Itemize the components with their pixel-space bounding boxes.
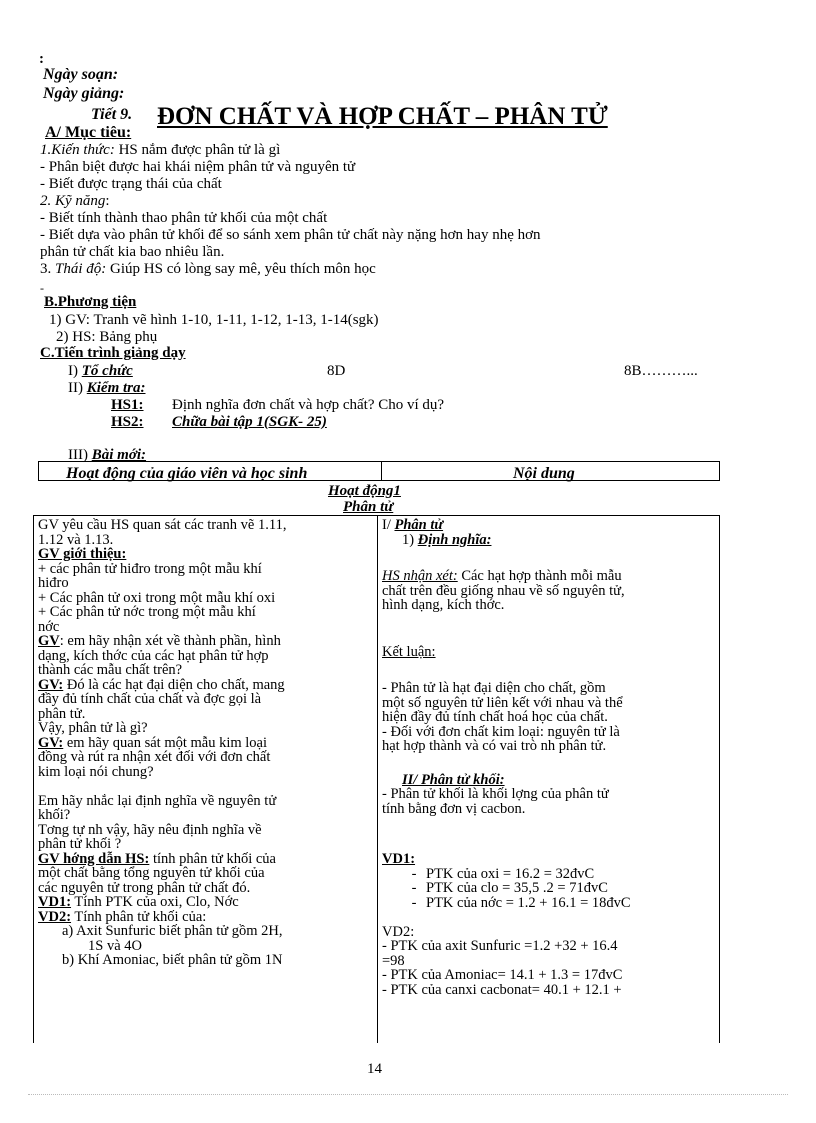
lesson-number: Tiết 9. bbox=[91, 106, 133, 123]
left-line: đầy đủ tính chất của chất và đợc gọi là bbox=[38, 691, 262, 707]
right-line: =98 bbox=[382, 952, 405, 969]
content-table-divider bbox=[377, 515, 378, 1043]
right-text: I/ bbox=[382, 517, 395, 533]
left-line bbox=[38, 634, 374, 649]
left-line: a) Axit Sunfuric biết phân tử gồm 2H, bbox=[62, 923, 283, 939]
activity-title: Hoạt động1 bbox=[328, 483, 401, 499]
left-line: nớc bbox=[38, 618, 60, 635]
left-line: một chất bằng tổng nguyên tử khối của bbox=[38, 865, 265, 881]
left-spacer bbox=[38, 779, 374, 794]
student-note-label: HS nhận xét: bbox=[382, 568, 458, 584]
organize-line bbox=[68, 364, 133, 379]
right-line: chất trên đều giống nhau về số nguyên tử, bbox=[382, 582, 625, 599]
content-column bbox=[382, 518, 716, 997]
attitude-label: Thái độ: bbox=[55, 261, 107, 277]
molecular-mass-heading: II/ Phân tử khối: bbox=[402, 771, 505, 788]
right-line: hạt hợp thành và có vai trò nh phân tử. bbox=[382, 738, 607, 754]
skills-item: phân tử chất kia bao nhiêu lần. bbox=[40, 244, 225, 260]
skills-item: - Biết tính thành thao phân tử khối của một chất bbox=[40, 210, 328, 226]
left-text: Tính PTK của oxi, Clo, Nớc bbox=[71, 894, 239, 910]
attitude-line bbox=[40, 262, 376, 277]
left-line: hiđro bbox=[38, 575, 69, 591]
right-line: - PTK của Amoniac= 14.1 + 1.3 = 17đvC bbox=[382, 967, 623, 983]
left-line bbox=[38, 895, 374, 910]
right-line: hiện đầy đủ tính chất hoá học của chất. bbox=[382, 709, 608, 725]
left-text: Đó là các hạt đại diện cho chất, mang bbox=[63, 676, 285, 693]
right-line: - Phân tử khối là khối lợng của phân tử bbox=[382, 786, 609, 802]
new-lesson-number: III) bbox=[68, 447, 88, 463]
left-line bbox=[38, 910, 374, 925]
colon-mark: : bbox=[39, 51, 44, 67]
right-text: PTK của clo = 35,5 .2 = 71đvC bbox=[426, 880, 608, 896]
organize-number: I) bbox=[68, 363, 78, 379]
left-line: Tơng tự nh vậy, hãy nêu định nghĩa về bbox=[38, 821, 262, 838]
new-lesson-label: Bài mới: bbox=[91, 447, 147, 463]
knowledge-label: 1.Kiến thức: bbox=[40, 142, 115, 158]
left-line: 1S và 4O bbox=[88, 937, 142, 954]
right-spacer bbox=[382, 547, 716, 569]
example1-label: VD1: bbox=[38, 894, 72, 910]
right-line bbox=[382, 881, 716, 896]
example2-heading: VD2: bbox=[382, 923, 415, 940]
right-line: một số nguyên tử liên kết với nhau và thể bbox=[382, 694, 623, 711]
left-line bbox=[38, 852, 374, 867]
left-line: đồng và rút ra nhận xét đối với đơn chất bbox=[38, 749, 271, 765]
right-spacer bbox=[382, 754, 716, 773]
right-line bbox=[382, 569, 716, 584]
organize-label: Tổ chức bbox=[81, 363, 133, 379]
right-line: - PTK của canxi cacbonat= 40.1 + 12.1 + bbox=[382, 981, 622, 998]
left-line: GV yêu cầu HS quan sát các tranh vẽ 1.11, bbox=[38, 517, 287, 533]
left-line: Vậy, phân tử là gì? bbox=[38, 720, 148, 736]
gv-label: GV bbox=[38, 633, 60, 649]
left-text: : em hãy nhận xét về thành phần, hình bbox=[59, 633, 281, 649]
left-line: phân tử khối ? bbox=[38, 836, 122, 852]
right-line: - PTK của axit Sunfuric =1.2 +32 + 16.4 bbox=[382, 938, 618, 954]
activity-subtitle: Phân tử bbox=[343, 499, 394, 515]
class-8d: 8D bbox=[327, 363, 346, 379]
knowledge-text: HS nắm được phân tử là gì bbox=[114, 142, 281, 158]
right-text: 1) bbox=[402, 531, 415, 548]
molecule-heading: Phân tử bbox=[394, 517, 444, 533]
left-text: em hãy quan sát một mẫu kim loại bbox=[63, 734, 268, 751]
page-number: 14 bbox=[367, 1061, 382, 1077]
right-line: - Đối với đơn chất kim loại: nguyên tử là bbox=[382, 723, 620, 740]
section-b-heading: B.Phương tiện bbox=[44, 294, 137, 310]
left-line: + Các phân tử oxi trong một mẫu khí oxi bbox=[38, 589, 276, 606]
table-col2-heading: Nội dung bbox=[513, 465, 575, 482]
right-line: hình dạng, kích thớc. bbox=[382, 597, 505, 613]
section-c-heading: C.Tiến trình giảng dạy bbox=[40, 345, 186, 361]
left-line: khối? bbox=[38, 807, 71, 823]
right-line: tính bằng đơn vị cacbon. bbox=[382, 800, 526, 817]
left-line: kim loại nói chung? bbox=[38, 763, 154, 780]
section-a-heading: A/ Mục tiêu: bbox=[45, 124, 132, 141]
right-spacer bbox=[382, 816, 716, 852]
left-text: Tính phân tử khối của: bbox=[71, 908, 207, 925]
right-text: PTK của oxi = 16.2 = 32đvC bbox=[426, 865, 595, 882]
gv-label: GV: bbox=[38, 676, 64, 693]
means-item: 2) HS: Bảng phụ bbox=[56, 329, 158, 345]
left-line: b) Khí Amoniac, biết phân tử gồm 1N bbox=[62, 952, 283, 968]
bullet-dash: - bbox=[411, 880, 417, 896]
hs1-question: Định nghĩa đơn chất và hợp chất? Cho ví dụ? bbox=[172, 397, 445, 413]
skills-label: 2. Kỹ năng bbox=[40, 193, 106, 209]
hs2-question: Chữa bài tập 1(SGK- 25) bbox=[172, 414, 327, 430]
means-item: 1) GV: Tranh vẽ hình 1-10, 1-11, 1-12, 1-13, 1-14(sgk) bbox=[49, 312, 379, 328]
definition-heading: Định nghĩa: bbox=[417, 531, 492, 548]
teach-date-label: Ngày giảng: bbox=[43, 85, 125, 102]
table-col1-heading: Hoạt động của giáo viên và học sinh bbox=[66, 465, 308, 482]
check-number: II) bbox=[68, 380, 83, 396]
section-b-dash: - bbox=[40, 281, 44, 295]
right-spacer bbox=[382, 613, 716, 645]
left-line: Em hãy nhắc lại định nghĩa về nguyên tử bbox=[38, 792, 277, 809]
left-line bbox=[38, 678, 374, 693]
right-text: Các hạt hợp thành mỗi mẫu bbox=[457, 568, 622, 584]
skills-item: - Biết dựa vào phân tử khối để so sánh xem phân tử chất này nặng hơn hay nhẹ hơn bbox=[40, 227, 541, 243]
right-line bbox=[382, 518, 716, 533]
check-label: Kiểm tra: bbox=[86, 380, 146, 396]
prep-date-label: Ngày soạn: bbox=[43, 66, 119, 83]
left-line: các nguyên tử trong phân tử chất đó. bbox=[38, 879, 251, 896]
bullet-dash: - bbox=[411, 894, 417, 911]
right-spacer bbox=[382, 659, 716, 681]
skills-line bbox=[40, 194, 110, 209]
conclusion-heading: Kết luận: bbox=[382, 643, 436, 660]
example1-heading: VD1: bbox=[382, 851, 416, 867]
left-line bbox=[38, 736, 374, 751]
knowledge-item: - Biết được trạng thái của chất bbox=[40, 176, 222, 192]
right-line: - Phân tử là hạt đại diện cho chất, gồm bbox=[382, 680, 606, 696]
page-bottom-rule bbox=[28, 1094, 788, 1095]
check-line bbox=[68, 381, 146, 396]
left-line: + các phân tử hiđro trong một mẫu khí bbox=[38, 560, 262, 577]
hs2-label: HS2: bbox=[111, 414, 144, 430]
right-line bbox=[382, 533, 716, 548]
left-line: phân tử. bbox=[38, 705, 86, 722]
teacher-intro-heading: GV giới thiệu: bbox=[38, 546, 127, 562]
table-header-divider bbox=[381, 461, 382, 481]
right-line bbox=[382, 896, 716, 911]
example2-label: VD2: bbox=[38, 908, 72, 925]
attitude-text: Giúp HS có lòng say mê, yêu thích môn học bbox=[106, 261, 376, 277]
bullet-dash: - bbox=[411, 865, 417, 882]
hs1-label: HS1: bbox=[111, 397, 144, 413]
gv-label: GV: bbox=[38, 734, 64, 751]
gv-guide-label: GV hớng dẫn HS: bbox=[38, 850, 150, 867]
knowledge-item: - Phân biệt được hai khái niệm phân tử và nguyên tử bbox=[40, 159, 356, 175]
left-line: dạng, kích thớc của các hạt phân tử hợp bbox=[38, 647, 269, 664]
left-text: tính phân tử khối của bbox=[149, 850, 276, 867]
teacher-column bbox=[38, 518, 374, 968]
left-line: + Các phân tử nớc trong một mẫu khí bbox=[38, 604, 256, 620]
knowledge-line bbox=[40, 143, 280, 158]
page-title: ĐƠN CHẤT VÀ HỢP CHẤT – PHÂN TỬ bbox=[157, 103, 608, 130]
left-line: 1.12 và 1.13. bbox=[38, 531, 114, 548]
attitude-prefix: 3. bbox=[40, 261, 55, 277]
left-line: thành các mẫu chất trên? bbox=[38, 662, 183, 678]
right-spacer bbox=[382, 910, 716, 925]
class-8b: 8B………... bbox=[624, 363, 698, 379]
right-line bbox=[382, 867, 716, 882]
skills-colon: : bbox=[105, 193, 110, 209]
right-text: PTK của nớc = 1.2 + 16.1 = 18đvC bbox=[426, 894, 631, 911]
